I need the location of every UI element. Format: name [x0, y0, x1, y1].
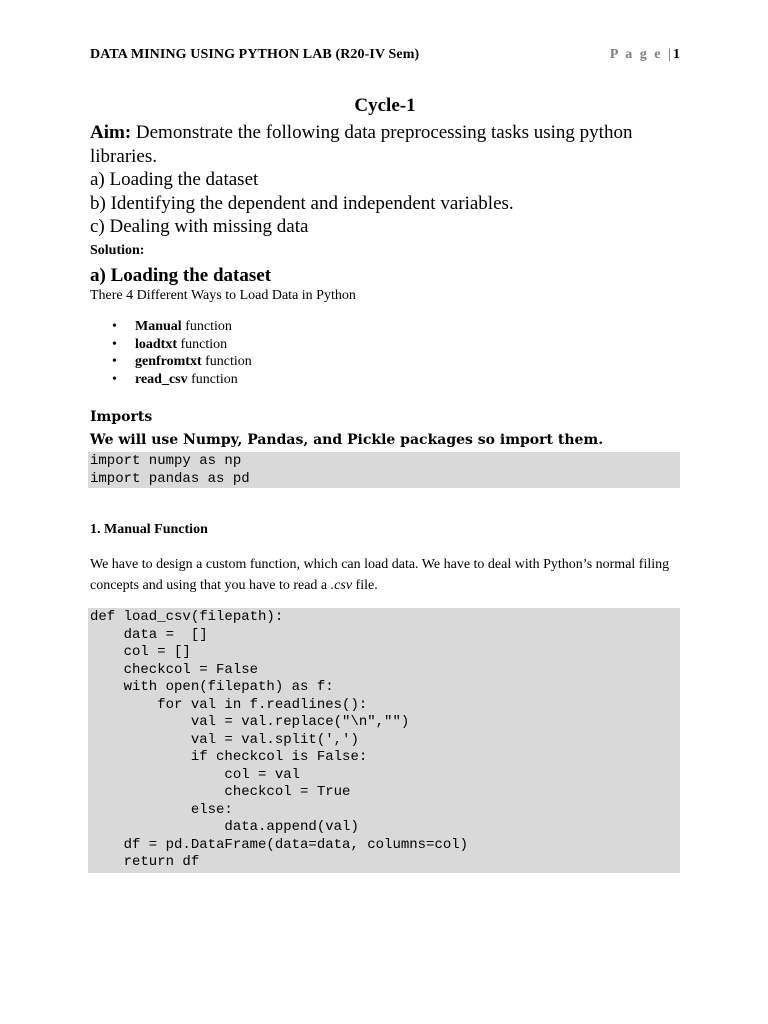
list-item-bold: read_csv	[135, 371, 188, 387]
list-item-text: function	[177, 336, 228, 352]
list-item	[90, 336, 252, 354]
header-page-label: P a g e |	[609, 47, 673, 62]
bullet-icon: •	[112, 319, 117, 334]
manual-function-heading: 1. Manual Function	[90, 522, 208, 537]
section-a-heading: a) Loading the dataset	[90, 265, 272, 286]
paragraph-text-end: file.	[352, 577, 378, 593]
header-page-indicator	[610, 47, 680, 63]
aim-text: Demonstrate the following data preprocessing tasks using python libraries.	[90, 122, 633, 167]
bullet-icon: •	[112, 354, 117, 369]
aim-item-c: c) Dealing with missing data	[90, 216, 309, 237]
paragraph-text: We have to design a custom function, which can load data. We have to deal with Python’s normal filing concepts and using that you have to read a	[90, 557, 670, 593]
list-item-text: function	[181, 319, 232, 334]
imports-subheading: We will use Numpy, Pandas, and Pickle packages so import them.	[90, 432, 604, 448]
bullet-icon: •	[112, 371, 117, 387]
imports-heading: Imports	[90, 409, 153, 425]
load-csv-code-block: def load_csv(filepath): data = [] col = [] checkcol = False with open(filepath) as f: for val in f.readlines(): val = val.replace("\n","") val = val.split(',') if checkcol is False: col = val checkcol = True else: data.append(val) df = pd.DataFrame(data=data, columns=col) return df	[88, 608, 680, 873]
list-item	[90, 318, 252, 336]
manual-function-paragraph	[90, 555, 680, 596]
aim-item-a: a) Loading the dataset	[90, 169, 259, 190]
cycle-title: Cycle-1	[354, 95, 416, 116]
list-item-bold: loadtxt	[135, 336, 177, 352]
list-item-text: function	[201, 354, 252, 369]
list-item	[90, 353, 252, 371]
aim-label: Aim:	[90, 122, 132, 143]
aim-block	[90, 121, 680, 239]
solution-label: Solution:	[90, 243, 145, 258]
section-a-intro: There 4 Different Ways to Load Data in Python	[90, 288, 356, 303]
list-item	[90, 371, 252, 389]
list-item-bold: genfromtxt	[135, 354, 202, 369]
aim-item-b: b) Identifying the dependent and independent variables.	[90, 192, 514, 214]
page-header	[90, 47, 680, 65]
list-item-bold: Manual	[135, 319, 182, 334]
paragraph-italic: .csv	[330, 577, 353, 593]
header-title: DATA MINING USING PYTHON LAB (R20-IV Sem)	[90, 47, 420, 62]
list-item-text: function	[187, 371, 238, 387]
load-methods-list	[90, 318, 252, 388]
bullet-icon: •	[112, 336, 117, 352]
imports-code-block: import numpy as np import pandas as pd	[88, 452, 680, 488]
header-page-number: 1	[673, 47, 680, 62]
aim-statement	[90, 121, 680, 168]
